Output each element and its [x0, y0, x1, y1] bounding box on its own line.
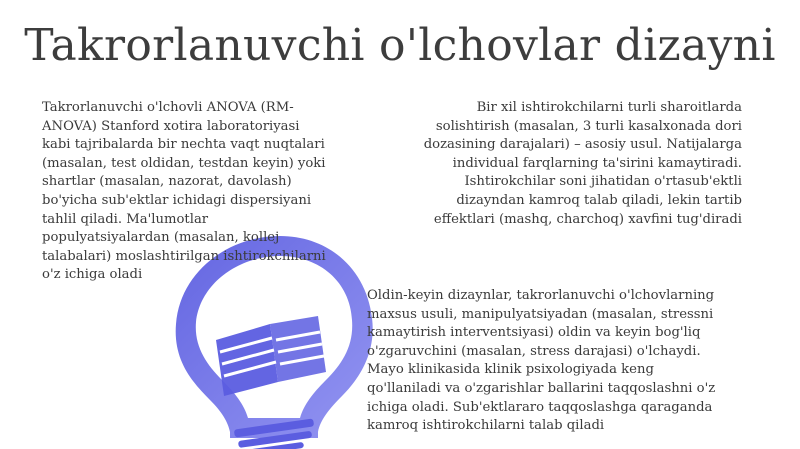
slide-title: Takrorlanuvchi o'lchovlar dizayni — [24, 20, 776, 71]
text-block-bottom: Oldin-keyin dizaynlar, takrorlanuvchi o'lchovlarning maxsus usuli, manipulyatsiyadan (masalan, stressni kamaytirish interventsiyasi) oldin va keyin bog'liq o'zgaruvchini (masalan, stress darajasi) o'lchaydi. Mayo klinikasida klinik psixologiyada keng qo'llaniladi va o'zgarishlar ballarini taqqoslashni o'z ichiga oladi. Sub'ektlararo taqqoslashga qaraganda kamroq ishtirokchilarni talab qiladi — [367, 288, 716, 434]
text-block-left: Takrorlanuvchi o'lchovli ANOVA (RM- ANOVA) Stanford xotira laboratoriyasi kabi tajribalarda bir nechta vaqt nuqtalari (masalan, test oldidan, testdan keyin) yoki shartlar (masalan, nazorat, davolash) bo'yicha sub'ektlar ichidagi dispersiyani tahlil qiladi. Ma'lumotlar populyatsiyalardan (masalan, kollej talabalari) moslashtirilgan ishtirokchilarni o'z ichiga oladi — [42, 100, 326, 283]
text-block-right: Bir xil ishtirokchilarni turli sharoitlarda solishtirish (masalan, 3 turli kasalxonada dori dozasining darajalari) – asosiy usul. Natijalarga individual farqlarning ta'sirini kamaytiradi. Ishtirokchilar soni jihatidan o'rtasub'ektli dizayndan kamroq talab qiladi, lekin tartib effektlari (mashq, charchoq) xavfini tug'diradi — [423, 100, 742, 227]
